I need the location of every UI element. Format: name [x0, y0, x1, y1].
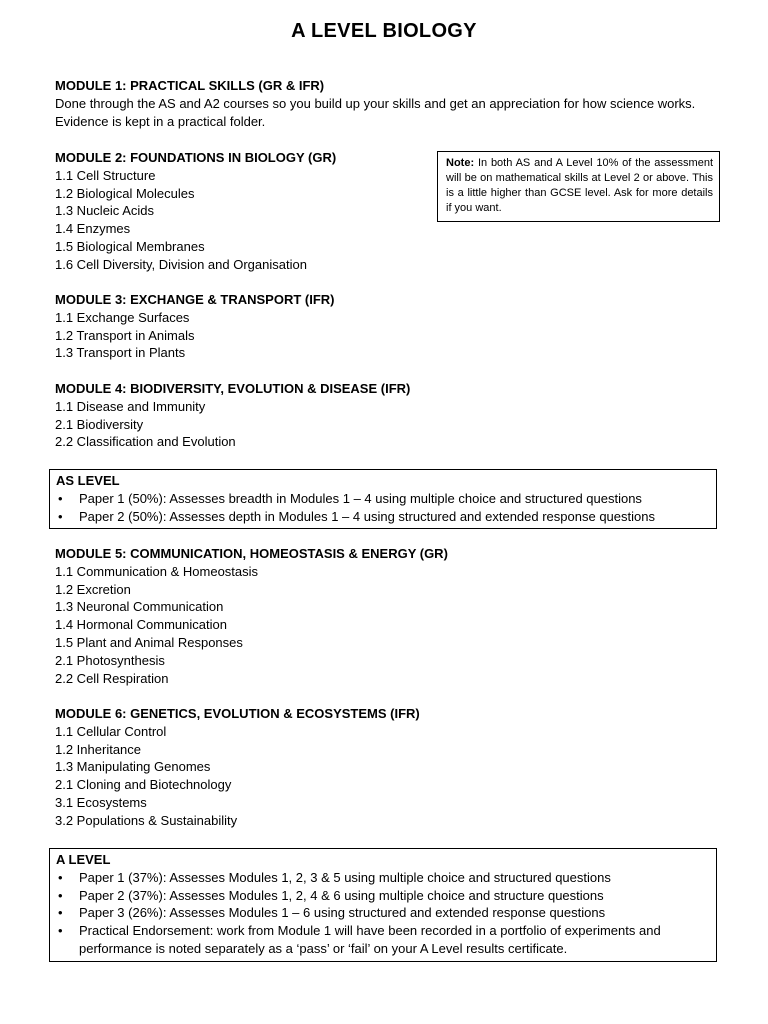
module-4-topic: 2.2 Classification and Evolution: [55, 434, 236, 450]
bullet-icon: •: [58, 869, 63, 885]
math-skills-note: [437, 151, 720, 222]
a-level-box: [49, 848, 717, 962]
module-5-topic: 2.1 Photosynthesis: [55, 652, 165, 668]
bullet-icon: •: [58, 490, 63, 506]
as-level-paper-text: Paper 2 (50%): Assesses depth in Modules 1 – 4 using structured and extended response questions: [79, 508, 655, 524]
module-2-topic: 1.1 Cell Structure: [55, 167, 156, 183]
module-2-topic: 1.5 Biological Membranes: [55, 238, 205, 254]
module-4-topic: 1.1 Disease and Immunity: [55, 398, 206, 414]
note-text: In both AS and A Level 10% of the assessment will be on mathematical skills at Level 2 or above. This is a little higher than GCSE level. Ask for more details if you want.: [446, 157, 713, 214]
bullet-icon: •: [58, 508, 63, 524]
module-2-topic: 1.2 Biological Molecules: [55, 185, 195, 201]
module-3-section: [55, 291, 715, 362]
module-6-heading: MODULE 6: GENETICS, EVOLUTION & ECOSYSTEMS (IFR): [55, 706, 420, 721]
as-level-paper-item: [56, 490, 716, 508]
module-5-topic: 1.4 Hormonal Communication: [55, 617, 227, 633]
a-level-heading: A LEVEL: [56, 852, 111, 867]
a-level-paper-item: [56, 904, 716, 922]
module-6-topic: 1.2 Inheritance: [55, 741, 142, 757]
module-6-topic: 1.3 Manipulating Genomes: [55, 759, 211, 775]
module-5-topic: 1.3 Neuronal Communication: [55, 599, 224, 615]
as-level-paper-item: [56, 508, 716, 526]
module-4-heading: MODULE 4: BIODIVERSITY, EVOLUTION & DISEASE (IFR): [55, 381, 411, 396]
page-title: A LEVEL BIOLOGY: [291, 20, 477, 42]
a-level-paper-text: Paper 1 (37%): Assesses Modules 1, 2, 3 & 5 using multiple choice and structured questions: [79, 869, 611, 885]
module-5-heading: MODULE 5: COMMUNICATION, HOMEOSTASIS & ENERGY (GR): [55, 546, 448, 561]
as-level-heading: AS LEVEL: [56, 473, 120, 488]
module-5-topic: 2.2 Cell Respiration: [55, 670, 169, 686]
module-3-topic: 1.1 Exchange Surfaces: [55, 309, 190, 325]
module-5-topic: 1.5 Plant and Animal Responses: [55, 634, 243, 650]
module-5-section: [55, 545, 715, 687]
module-2-topic: 1.3 Nucleic Acids: [55, 203, 154, 219]
bullet-icon: •: [58, 905, 63, 921]
as-level-box: [49, 469, 717, 529]
module-6-topic: 1.1 Cellular Control: [55, 723, 167, 739]
a-level-paper-text: Paper 3 (26%): Assesses Modules 1 – 6 using structured and extended response questions: [79, 905, 606, 921]
as-level-paper-text: Paper 1 (50%): Assesses breadth in Modules 1 – 4 using multiple choice and structured questions: [79, 490, 642, 506]
bullet-icon: •: [58, 923, 63, 939]
module-6-topic: 3.2 Populations & Sustainability: [55, 812, 238, 828]
a-level-papers: [56, 869, 716, 958]
module-1-description: Done through the AS and A2 courses so you build up your skills and get an appreciation for how science works. Evidence is kept in a practical folder.: [55, 95, 696, 129]
module-2-topic: 1.6 Cell Diversity, Division and Organisation: [55, 256, 307, 272]
module-1-heading: MODULE 1: PRACTICAL SKILLS (GR & IFR): [55, 78, 325, 93]
module-2-section: [55, 149, 435, 274]
note-label: Note:: [446, 157, 475, 169]
a-level-paper-item: [56, 887, 716, 905]
module-5-topic: 1.1 Communication & Homeostasis: [55, 563, 259, 579]
module-4-section: [55, 380, 715, 451]
module-6-section: [55, 705, 715, 830]
module-3-heading: MODULE 3: EXCHANGE & TRANSPORT (IFR): [55, 292, 335, 307]
a-level-paper-text: Practical Endorsement: work from Module 1 will have been recorded in a portfolio of experiments and performance is noted separately as a ‘pass’ or ‘fail’ on your A Level results certificate.: [79, 923, 661, 956]
module-6-topic: 3.1 Ecosystems: [55, 794, 147, 810]
module-4-topic: 2.1 Biodiversity: [55, 416, 144, 432]
a-level-paper-text: Paper 2 (37%): Assesses Modules 1, 2, 4 & 6 using multiple choice and structure questions: [79, 887, 604, 903]
bullet-icon: •: [58, 887, 63, 903]
a-level-paper-item: [56, 869, 716, 887]
module-3-topic: 1.2 Transport in Animals: [55, 327, 195, 343]
module-6-topic: 2.1 Cloning and Biotechnology: [55, 777, 232, 793]
module-2-topic: 1.4 Enzymes: [55, 221, 131, 237]
module-5-topic: 1.2 Excretion: [55, 581, 131, 597]
a-level-paper-item: [56, 922, 716, 958]
as-level-papers: [56, 490, 716, 526]
module-1-section: [55, 77, 715, 130]
module-2-heading: MODULE 2: FOUNDATIONS IN BIOLOGY (GR): [55, 150, 337, 165]
module-3-topic: 1.3 Transport in Plants: [55, 345, 186, 361]
